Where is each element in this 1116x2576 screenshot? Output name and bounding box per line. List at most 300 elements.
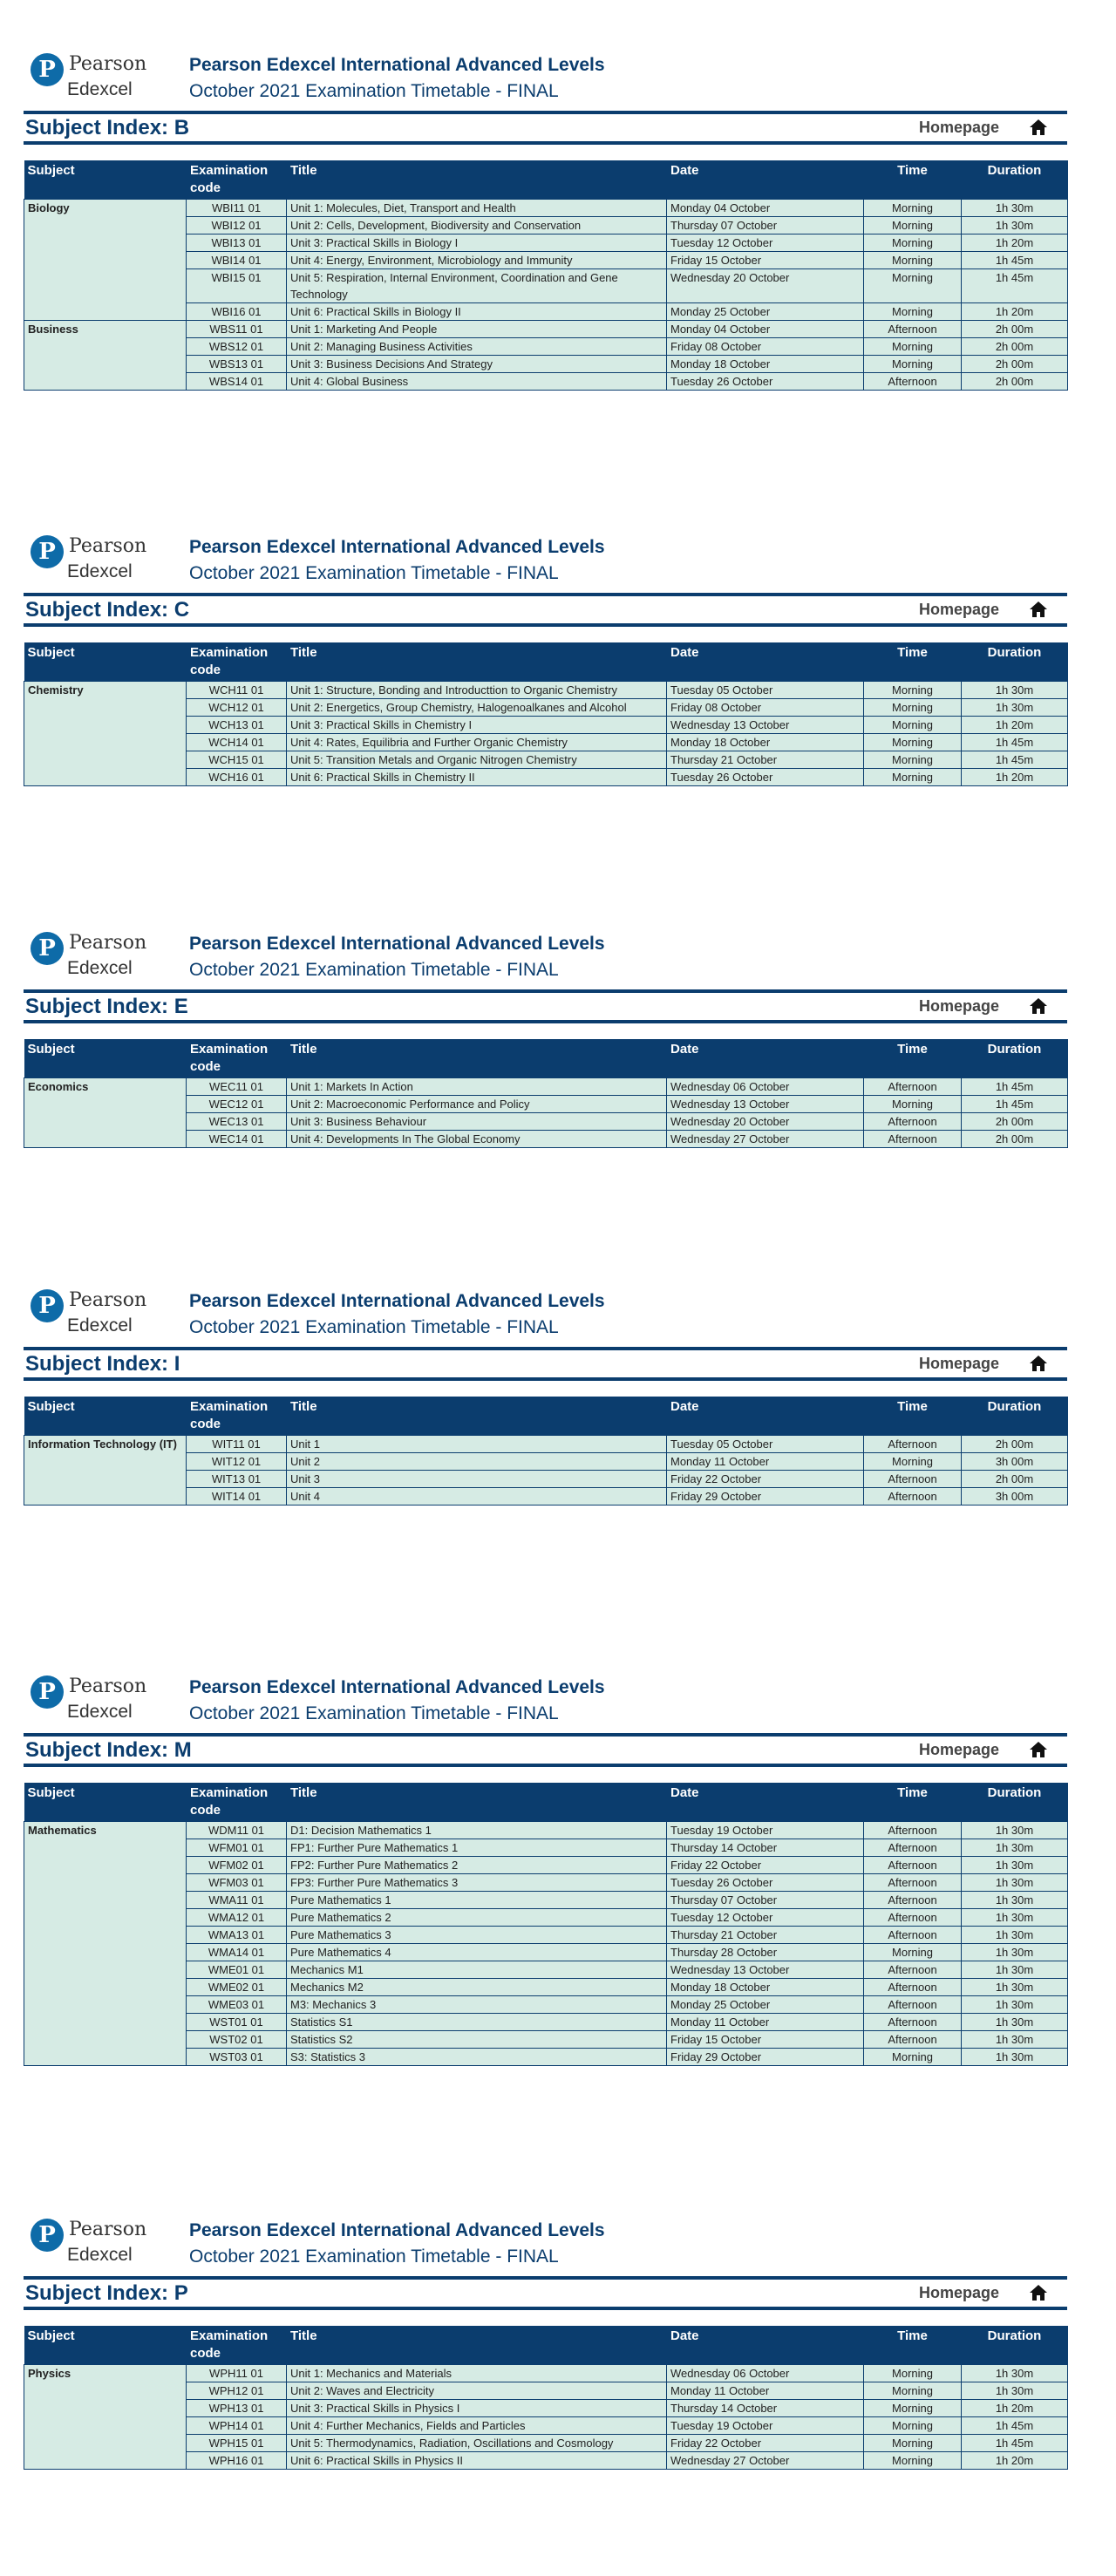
col-title: Title bbox=[287, 160, 667, 200]
page-header bbox=[24, 1670, 1067, 1731]
date-cell: Tuesday 12 October bbox=[667, 1909, 864, 1927]
duration-cell: 1h 30m bbox=[962, 1857, 1068, 1874]
homepage-link[interactable]: Homepage bbox=[918, 1355, 999, 1372]
duration-cell: 1h 45m bbox=[962, 269, 1068, 303]
duration-cell: 1h 30m bbox=[962, 2031, 1068, 2049]
col-code: Examination code bbox=[187, 642, 287, 682]
duration-cell: 1h 30m bbox=[962, 1927, 1068, 1944]
date-cell: Wednesday 20 October bbox=[667, 1113, 864, 1131]
date-cell: Wednesday 06 October bbox=[667, 2365, 864, 2382]
title-cell: Unit 3 bbox=[287, 1471, 667, 1488]
time-cell: Morning bbox=[864, 2452, 962, 2470]
exam-code-cell: WCH15 01 bbox=[187, 751, 287, 769]
duration-cell: 1h 20m bbox=[962, 717, 1068, 734]
col-title: Title bbox=[287, 1783, 667, 1822]
title-cell: Pure Mathematics 3 bbox=[287, 1927, 667, 1944]
time-cell: Afternoon bbox=[864, 1961, 962, 1979]
header-title: Pearson Edexcel International Advanced Levels bbox=[189, 1677, 605, 1697]
exam-code-cell: WCH11 01 bbox=[187, 682, 287, 699]
title-cell: FP2: Further Pure Mathematics 2 bbox=[287, 1857, 667, 1874]
time-cell: Afternoon bbox=[864, 2014, 962, 2031]
home-icon[interactable] bbox=[1029, 997, 1048, 1015]
date-cell: Monday 11 October bbox=[667, 1453, 864, 1471]
time-cell: Morning bbox=[864, 1096, 962, 1113]
time-cell: Morning bbox=[864, 2049, 962, 2066]
subject-cell: Chemistry bbox=[24, 682, 187, 786]
duration-cell: 1h 30m bbox=[962, 1961, 1068, 1979]
logo-subbrand: Edexcel bbox=[67, 2245, 133, 2265]
duration-cell: 3h 00m bbox=[962, 1488, 1068, 1505]
title-cell: Unit 3: Practical Skills in Biology I bbox=[287, 234, 667, 252]
table-row bbox=[24, 1078, 1068, 1096]
exam-code-cell: WIT12 01 bbox=[187, 1453, 287, 1471]
time-cell: Morning bbox=[864, 1944, 962, 1961]
date-cell: Monday 04 October bbox=[667, 321, 864, 338]
logo-wordmark: Pearson bbox=[69, 1675, 147, 1697]
date-cell: Friday 08 October bbox=[667, 338, 864, 356]
timetable-section bbox=[24, 1670, 1067, 2066]
duration-cell: 2h 00m bbox=[962, 321, 1068, 338]
homepage-link[interactable]: Homepage bbox=[918, 2284, 999, 2301]
duration-cell: 1h 20m bbox=[962, 303, 1068, 321]
time-cell: Morning bbox=[864, 751, 962, 769]
time-cell: Morning bbox=[864, 734, 962, 751]
header-subtitle: October 2021 Examination Timetable - FINAL bbox=[189, 81, 559, 101]
title-cell: Mechanics M2 bbox=[287, 1979, 667, 1996]
duration-cell: 2h 00m bbox=[962, 338, 1068, 356]
title-cell: Unit 4: Further Mechanics, Fields and Particles bbox=[287, 2417, 667, 2435]
time-cell: Morning bbox=[864, 2417, 962, 2435]
table-row bbox=[24, 1822, 1068, 1839]
col-time: Time bbox=[864, 1397, 962, 1436]
duration-cell: 1h 30m bbox=[962, 217, 1068, 234]
title-cell: Unit 6: Practical Skills in Biology II bbox=[287, 303, 667, 321]
duration-cell: 1h 20m bbox=[962, 234, 1068, 252]
exam-code-cell: WCH12 01 bbox=[187, 699, 287, 717]
date-cell: Thursday 28 October bbox=[667, 1944, 864, 1961]
exam-code-cell: WFM01 01 bbox=[187, 1839, 287, 1857]
pearson-logo-icon: P bbox=[31, 1289, 64, 1322]
exam-code-cell: WIT14 01 bbox=[187, 1488, 287, 1505]
header-title: Pearson Edexcel International Advanced Levels bbox=[189, 55, 605, 75]
subject-cell: Physics bbox=[24, 2365, 187, 2470]
logo-wordmark: Pearson bbox=[69, 535, 147, 557]
table-row bbox=[24, 1436, 1068, 1453]
title-cell: M3: Mechanics 3 bbox=[287, 1996, 667, 2014]
table-header-row bbox=[24, 1397, 1068, 1436]
subject-index-title: Subject Index: P bbox=[25, 2281, 188, 2305]
header-subtitle: October 2021 Examination Timetable - FINAL bbox=[189, 2246, 559, 2267]
homepage-link[interactable]: Homepage bbox=[918, 119, 999, 136]
time-cell: Afternoon bbox=[864, 1131, 962, 1148]
table-header-row bbox=[24, 1039, 1068, 1078]
title-cell: Pure Mathematics 4 bbox=[287, 1944, 667, 1961]
header-title: Pearson Edexcel International Advanced Levels bbox=[189, 537, 605, 557]
time-cell: Morning bbox=[864, 269, 962, 303]
exam-table bbox=[24, 1397, 1068, 1505]
title-cell: Unit 3: Business Behaviour bbox=[287, 1113, 667, 1131]
subject-index-bar bbox=[24, 2276, 1067, 2310]
duration-cell: 1h 30m bbox=[962, 1996, 1068, 2014]
duration-cell: 1h 45m bbox=[962, 751, 1068, 769]
home-icon[interactable] bbox=[1029, 119, 1048, 136]
exam-code-cell: WME01 01 bbox=[187, 1961, 287, 1979]
duration-cell: 2h 00m bbox=[962, 1131, 1068, 1148]
timetable-section bbox=[24, 530, 1067, 786]
title-cell: Unit 4: Rates, Equilibria and Further Organic Chemistry bbox=[287, 734, 667, 751]
exam-code-cell: WME03 01 bbox=[187, 1996, 287, 2014]
date-cell: Friday 15 October bbox=[667, 2031, 864, 2049]
exam-code-cell: WPH11 01 bbox=[187, 2365, 287, 2382]
subject-index-title: Subject Index: I bbox=[25, 1352, 180, 1376]
duration-cell: 2h 00m bbox=[962, 1436, 1068, 1453]
title-cell: Statistics S1 bbox=[287, 2014, 667, 2031]
subject-index-title: Subject Index: C bbox=[25, 598, 190, 622]
date-cell: Monday 18 October bbox=[667, 356, 864, 373]
table-row bbox=[24, 200, 1068, 217]
timetable-section bbox=[24, 1284, 1067, 1505]
home-icon[interactable] bbox=[1029, 2284, 1048, 2301]
exam-code-cell: WMA11 01 bbox=[187, 1892, 287, 1909]
date-cell: Tuesday 19 October bbox=[667, 1822, 864, 1839]
time-cell: Morning bbox=[864, 2382, 962, 2400]
date-cell: Tuesday 05 October bbox=[667, 1436, 864, 1453]
logo-subbrand: Edexcel bbox=[67, 958, 133, 978]
exam-code-cell: WCH16 01 bbox=[187, 769, 287, 786]
page-header bbox=[24, 48, 1067, 109]
date-cell: Friday 15 October bbox=[667, 252, 864, 269]
exam-code-cell: WBI11 01 bbox=[187, 200, 287, 217]
col-duration: Duration bbox=[962, 1039, 1068, 1078]
time-cell: Afternoon bbox=[864, 1927, 962, 1944]
date-cell: Wednesday 20 October bbox=[667, 269, 864, 303]
duration-cell: 1h 30m bbox=[962, 1979, 1068, 1996]
col-code: Examination code bbox=[187, 2326, 287, 2365]
subject-cell: Economics bbox=[24, 1078, 187, 1148]
exam-code-cell: WPH13 01 bbox=[187, 2400, 287, 2417]
exam-code-cell: WPH14 01 bbox=[187, 2417, 287, 2435]
duration-cell: 1h 30m bbox=[962, 1822, 1068, 1839]
duration-cell: 1h 20m bbox=[962, 2400, 1068, 2417]
subject-index-bar bbox=[24, 1733, 1067, 1767]
date-cell: Thursday 14 October bbox=[667, 2400, 864, 2417]
title-cell: Unit 5: Thermodynamics, Radiation, Oscillations and Cosmology bbox=[287, 2435, 667, 2452]
duration-cell: 1h 30m bbox=[962, 1874, 1068, 1892]
exam-code-cell: WBS12 01 bbox=[187, 338, 287, 356]
exam-code-cell: WEC13 01 bbox=[187, 1113, 287, 1131]
exam-code-cell: WST01 01 bbox=[187, 2014, 287, 2031]
title-cell: Unit 4: Energy, Environment, Microbiology and Immunity bbox=[287, 252, 667, 269]
col-date: Date bbox=[667, 1783, 864, 1822]
date-cell: Friday 22 October bbox=[667, 1857, 864, 1874]
title-cell: Mechanics M1 bbox=[287, 1961, 667, 1979]
timetable-section bbox=[24, 2213, 1067, 2470]
time-cell: Afternoon bbox=[864, 321, 962, 338]
title-cell: Pure Mathematics 2 bbox=[287, 1909, 667, 1927]
subject-index-bar bbox=[24, 593, 1067, 627]
table-header-row bbox=[24, 1783, 1068, 1822]
duration-cell: 1h 45m bbox=[962, 1078, 1068, 1096]
exam-code-cell: WBI16 01 bbox=[187, 303, 287, 321]
duration-cell: 1h 45m bbox=[962, 734, 1068, 751]
exam-code-cell: WCH13 01 bbox=[187, 717, 287, 734]
col-title: Title bbox=[287, 1039, 667, 1078]
duration-cell: 2h 00m bbox=[962, 1113, 1068, 1131]
exam-code-cell: WBI15 01 bbox=[187, 269, 287, 303]
header-subtitle: October 2021 Examination Timetable - FINAL bbox=[189, 563, 559, 583]
duration-cell: 2h 00m bbox=[962, 1471, 1068, 1488]
title-cell: FP1: Further Pure Mathematics 1 bbox=[287, 1839, 667, 1857]
date-cell: Monday 18 October bbox=[667, 734, 864, 751]
time-cell: Morning bbox=[864, 2435, 962, 2452]
page-header bbox=[24, 1284, 1067, 1345]
duration-cell: 1h 30m bbox=[962, 1839, 1068, 1857]
time-cell: Morning bbox=[864, 2400, 962, 2417]
date-cell: Friday 22 October bbox=[667, 2435, 864, 2452]
col-duration: Duration bbox=[962, 160, 1068, 200]
title-cell: Unit 3: Practical Skills in Chemistry I bbox=[287, 717, 667, 734]
subject-index-title: Subject Index: M bbox=[25, 1738, 192, 1762]
homepage-link[interactable]: Homepage bbox=[918, 997, 999, 1015]
time-cell: Afternoon bbox=[864, 1857, 962, 1874]
page-header bbox=[24, 927, 1067, 988]
header-subtitle: October 2021 Examination Timetable - FINAL bbox=[189, 960, 559, 980]
subject-cell: Business bbox=[24, 321, 187, 391]
date-cell: Thursday 21 October bbox=[667, 1927, 864, 1944]
exam-code-cell: WST02 01 bbox=[187, 2031, 287, 2049]
col-subject: Subject bbox=[24, 160, 187, 200]
col-time: Time bbox=[864, 1783, 962, 1822]
subject-cell: Mathematics bbox=[24, 1822, 187, 2066]
duration-cell: 1h 30m bbox=[962, 699, 1068, 717]
time-cell: Morning bbox=[864, 252, 962, 269]
duration-cell: 1h 30m bbox=[962, 200, 1068, 217]
col-code: Examination code bbox=[187, 1039, 287, 1078]
time-cell: Afternoon bbox=[864, 1996, 962, 2014]
date-cell: Monday 11 October bbox=[667, 2382, 864, 2400]
duration-cell: 1h 30m bbox=[962, 1909, 1068, 1927]
col-title: Title bbox=[287, 1397, 667, 1436]
duration-cell: 1h 20m bbox=[962, 769, 1068, 786]
exam-code-cell: WMA14 01 bbox=[187, 1944, 287, 1961]
time-cell: Afternoon bbox=[864, 1822, 962, 1839]
date-cell: Tuesday 26 October bbox=[667, 373, 864, 391]
time-cell: Morning bbox=[864, 356, 962, 373]
exam-code-cell: WFM02 01 bbox=[187, 1857, 287, 1874]
pearson-logo-icon: P bbox=[31, 1675, 64, 1709]
title-cell: FP3: Further Pure Mathematics 3 bbox=[287, 1874, 667, 1892]
date-cell: Thursday 14 October bbox=[667, 1839, 864, 1857]
duration-cell: 1h 30m bbox=[962, 2049, 1068, 2066]
homepage-link[interactable]: Homepage bbox=[918, 1741, 999, 1758]
date-cell: Wednesday 13 October bbox=[667, 1961, 864, 1979]
exam-table bbox=[24, 2326, 1068, 2470]
col-code: Examination code bbox=[187, 160, 287, 200]
exam-code-cell: WEC14 01 bbox=[187, 1131, 287, 1148]
col-code: Examination code bbox=[187, 1783, 287, 1822]
subject-index-bar bbox=[24, 111, 1067, 145]
exam-code-cell: WMA13 01 bbox=[187, 1927, 287, 1944]
date-cell: Tuesday 26 October bbox=[667, 1874, 864, 1892]
exam-code-cell: WBI14 01 bbox=[187, 252, 287, 269]
col-subject: Subject bbox=[24, 642, 187, 682]
col-subject: Subject bbox=[24, 1039, 187, 1078]
table-header-row bbox=[24, 2326, 1068, 2365]
time-cell: Afternoon bbox=[864, 1909, 962, 1927]
page-header bbox=[24, 2213, 1067, 2274]
exam-table bbox=[24, 642, 1068, 786]
table-row bbox=[24, 682, 1068, 699]
title-cell: Unit 1 bbox=[287, 1436, 667, 1453]
timetable-section bbox=[24, 48, 1067, 391]
duration-cell: 1h 30m bbox=[962, 1892, 1068, 1909]
logo-subbrand: Edexcel bbox=[67, 561, 133, 581]
exam-code-cell: WFM03 01 bbox=[187, 1874, 287, 1892]
col-time: Time bbox=[864, 2326, 962, 2365]
title-cell: Unit 1: Molecules, Diet, Transport and Health bbox=[287, 200, 667, 217]
date-cell: Tuesday 05 October bbox=[667, 682, 864, 699]
exam-code-cell: WBI12 01 bbox=[187, 217, 287, 234]
home-icon[interactable] bbox=[1029, 1741, 1048, 1758]
exam-table bbox=[24, 1783, 1068, 2066]
title-cell: Unit 5: Respiration, Internal Environment, Coordination and Gene Technology bbox=[287, 269, 667, 303]
date-cell: Monday 11 October bbox=[667, 2014, 864, 2031]
duration-cell: 1h 30m bbox=[962, 682, 1068, 699]
time-cell: Morning bbox=[864, 303, 962, 321]
time-cell: Afternoon bbox=[864, 1078, 962, 1096]
exam-code-cell: WMA12 01 bbox=[187, 1909, 287, 1927]
logo-wordmark: Pearson bbox=[69, 932, 147, 954]
header-subtitle: October 2021 Examination Timetable - FINAL bbox=[189, 1317, 559, 1337]
header-title: Pearson Edexcel International Advanced Levels bbox=[189, 1291, 605, 1311]
table-row bbox=[24, 2365, 1068, 2382]
page-header bbox=[24, 530, 1067, 591]
logo-subbrand: Edexcel bbox=[67, 79, 133, 99]
col-duration: Duration bbox=[962, 1783, 1068, 1822]
header-title: Pearson Edexcel International Advanced Levels bbox=[189, 2220, 605, 2240]
title-cell: Unit 4: Global Business bbox=[287, 373, 667, 391]
header-title: Pearson Edexcel International Advanced Levels bbox=[189, 934, 605, 954]
title-cell: Unit 2 bbox=[287, 1453, 667, 1471]
logo-wordmark: Pearson bbox=[69, 2219, 147, 2240]
date-cell: Friday 22 October bbox=[667, 1471, 864, 1488]
date-cell: Tuesday 26 October bbox=[667, 769, 864, 786]
col-duration: Duration bbox=[962, 2326, 1068, 2365]
date-cell: Wednesday 06 October bbox=[667, 1078, 864, 1096]
col-subject: Subject bbox=[24, 1397, 187, 1436]
pearson-logo-icon: P bbox=[31, 53, 64, 86]
subject-index-bar bbox=[24, 989, 1067, 1023]
time-cell: Morning bbox=[864, 200, 962, 217]
time-cell: Afternoon bbox=[864, 1892, 962, 1909]
title-cell: Pure Mathematics 1 bbox=[287, 1892, 667, 1909]
exam-code-cell: WBS13 01 bbox=[187, 356, 287, 373]
duration-cell: 2h 00m bbox=[962, 356, 1068, 373]
title-cell: Unit 4 bbox=[287, 1488, 667, 1505]
time-cell: Afternoon bbox=[864, 1113, 962, 1131]
exam-code-cell: WCH14 01 bbox=[187, 734, 287, 751]
col-code: Examination code bbox=[187, 1397, 287, 1436]
pearson-logo-icon: P bbox=[31, 535, 64, 568]
exam-code-cell: WBS11 01 bbox=[187, 321, 287, 338]
title-cell: Unit 6: Practical Skills in Chemistry II bbox=[287, 769, 667, 786]
time-cell: Afternoon bbox=[864, 1488, 962, 1505]
homepage-link[interactable]: Homepage bbox=[918, 601, 999, 618]
logo-wordmark: Pearson bbox=[69, 1289, 147, 1311]
time-cell: Afternoon bbox=[864, 1979, 962, 1996]
table-row bbox=[24, 321, 1068, 338]
time-cell: Afternoon bbox=[864, 1839, 962, 1857]
header-subtitle: October 2021 Examination Timetable - FINAL bbox=[189, 1703, 559, 1723]
title-cell: Unit 2: Waves and Electricity bbox=[287, 2382, 667, 2400]
time-cell: Afternoon bbox=[864, 2031, 962, 2049]
duration-cell: 1h 30m bbox=[962, 1944, 1068, 1961]
title-cell: Unit 2: Cells, Development, Biodiversity and Conservation bbox=[287, 217, 667, 234]
title-cell: Unit 5: Transition Metals and Organic Nitrogen Chemistry bbox=[287, 751, 667, 769]
duration-cell: 3h 00m bbox=[962, 1453, 1068, 1471]
logo-wordmark: Pearson bbox=[69, 53, 147, 75]
time-cell: Afternoon bbox=[864, 1436, 962, 1453]
table-header-row bbox=[24, 642, 1068, 682]
title-cell: Unit 4: Developments In The Global Economy bbox=[287, 1131, 667, 1148]
title-cell: Unit 1: Markets In Action bbox=[287, 1078, 667, 1096]
exam-table bbox=[24, 1039, 1068, 1148]
home-icon[interactable] bbox=[1029, 1355, 1048, 1372]
exam-code-cell: WIT13 01 bbox=[187, 1471, 287, 1488]
time-cell: Morning bbox=[864, 699, 962, 717]
date-cell: Tuesday 19 October bbox=[667, 2417, 864, 2435]
col-title: Title bbox=[287, 2326, 667, 2365]
col-date: Date bbox=[667, 160, 864, 200]
date-cell: Monday 25 October bbox=[667, 303, 864, 321]
duration-cell: 1h 45m bbox=[962, 252, 1068, 269]
table-header-row bbox=[24, 160, 1068, 200]
time-cell: Morning bbox=[864, 234, 962, 252]
title-cell: Unit 2: Managing Business Activities bbox=[287, 338, 667, 356]
exam-table bbox=[24, 160, 1068, 391]
exam-code-cell: WBS14 01 bbox=[187, 373, 287, 391]
time-cell: Morning bbox=[864, 682, 962, 699]
duration-cell: 1h 30m bbox=[962, 2382, 1068, 2400]
col-duration: Duration bbox=[962, 1397, 1068, 1436]
exam-code-cell: WPH16 01 bbox=[187, 2452, 287, 2470]
col-date: Date bbox=[667, 642, 864, 682]
date-cell: Friday 29 October bbox=[667, 1488, 864, 1505]
title-cell: Statistics S2 bbox=[287, 2031, 667, 2049]
home-icon[interactable] bbox=[1029, 601, 1048, 618]
exam-code-cell: WST03 01 bbox=[187, 2049, 287, 2066]
time-cell: Morning bbox=[864, 338, 962, 356]
date-cell: Wednesday 27 October bbox=[667, 2452, 864, 2470]
date-cell: Friday 08 October bbox=[667, 699, 864, 717]
date-cell: Monday 18 October bbox=[667, 1979, 864, 1996]
date-cell: Wednesday 27 October bbox=[667, 1131, 864, 1148]
subject-index-bar bbox=[24, 1347, 1067, 1381]
date-cell: Friday 29 October bbox=[667, 2049, 864, 2066]
title-cell: Unit 3: Business Decisions And Strategy bbox=[287, 356, 667, 373]
col-duration: Duration bbox=[962, 642, 1068, 682]
date-cell: Thursday 07 October bbox=[667, 217, 864, 234]
duration-cell: 1h 30m bbox=[962, 2365, 1068, 2382]
time-cell: Afternoon bbox=[864, 1471, 962, 1488]
duration-cell: 1h 45m bbox=[962, 1096, 1068, 1113]
time-cell: Morning bbox=[864, 217, 962, 234]
col-date: Date bbox=[667, 1039, 864, 1078]
col-title: Title bbox=[287, 642, 667, 682]
date-cell: Thursday 07 October bbox=[667, 1892, 864, 1909]
date-cell: Monday 04 October bbox=[667, 200, 864, 217]
timetable-section bbox=[24, 927, 1067, 1148]
